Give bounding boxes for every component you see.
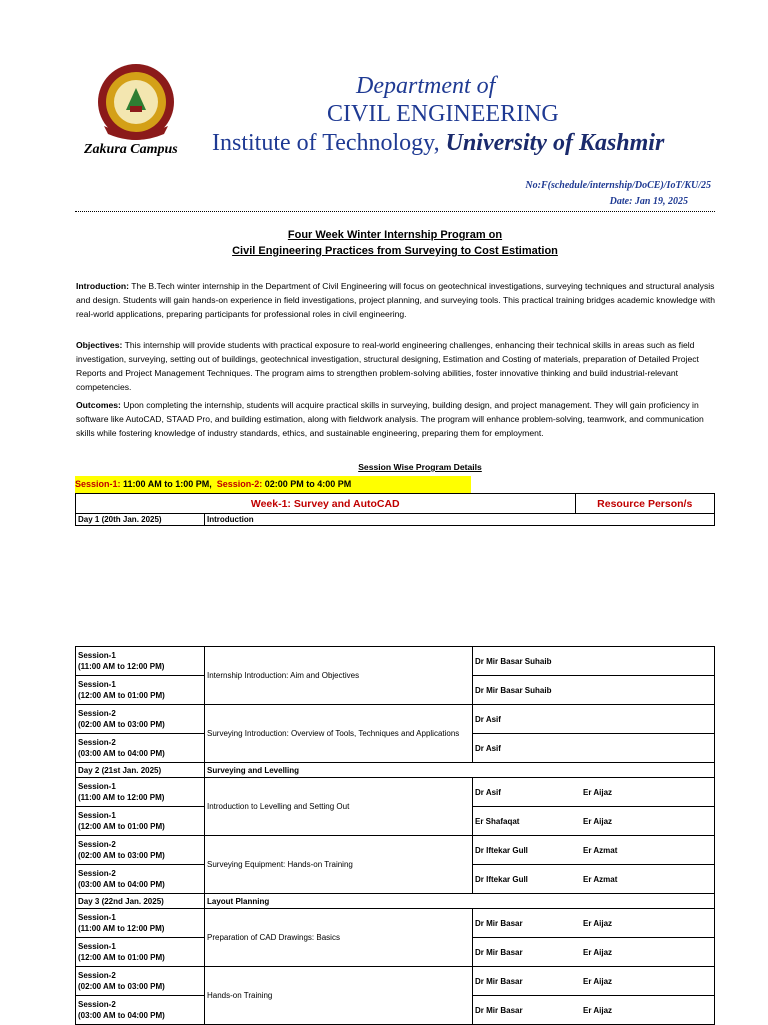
day3-label: Day 3 (22nd Jan. 2025): [76, 894, 205, 909]
table-row: [76, 909, 715, 938]
title-line-1: Four Week Winter Internship Program on: [287, 229, 503, 241]
session-cell: Session-2 (02:00 AM to 03:00 PM): [76, 705, 205, 734]
session-cell: Session-1 (12:00 AM to 01:00 PM): [76, 938, 205, 967]
session-cell: Session-2 (02:00 AM to 03:00 PM): [76, 967, 205, 996]
day-row: [76, 894, 715, 909]
table-row: [76, 778, 715, 807]
day1-label: Day 1 (20th Jan. 2025): [76, 514, 205, 526]
resource-person-header: Resource Person/s: [575, 494, 715, 514]
session-cell: Session-2 (03:00 AM to 04:00 PM): [76, 996, 205, 1025]
campus-label: Zakura Campus: [84, 142, 178, 157]
session-cell: Session-2 (03:00 AM to 04:00 PM): [76, 865, 205, 894]
table-row: [76, 836, 715, 865]
table-row: [76, 967, 715, 996]
schedule-table: [75, 646, 715, 1025]
week1-header-table: [75, 493, 715, 526]
introduction-label: Introduction:: [76, 281, 129, 291]
resource-cell: Dr Mir Basar Er Aijaz: [473, 909, 715, 938]
resource-cell: Dr Mir Basar Suhaib: [473, 647, 715, 676]
session-cell: Session-1 (12:00 AM to 01:00 PM): [76, 676, 205, 705]
session1-label: Session-1:: [75, 479, 121, 489]
outcomes-paragraph: [76, 398, 716, 440]
resource-cell: Dr Mir Basar Er Aijaz: [473, 967, 715, 996]
session-cell: Session-1 (11:00 AM to 12:00 PM): [76, 778, 205, 807]
session2-time: 02:00 PM to 4:00 PM: [262, 479, 352, 489]
schedule-heading: Session Wise Program Details: [358, 462, 482, 472]
resource-cell: Dr Iftekar Gull Er Azmat: [473, 836, 715, 865]
institute-prefix: Institute of Technology,: [212, 130, 446, 156]
objectives-paragraph: [76, 338, 716, 394]
introduction-text: The B.Tech winter internship in the Department of Civil Engineering will focus on geotechnical investigations, surveying techniques and structural analysis and design. Students will gain hands-on experience in field investigations, project planning, and surveying tools. This practical training bridges academic knowledge with real-world applications, preparing participants for professional roles in civil engineering.: [76, 281, 716, 319]
header-divider: [75, 211, 715, 212]
day-row: [76, 763, 715, 778]
resource-cell: Dr Mir Basar Er Aijaz: [473, 938, 715, 967]
institute-name: [212, 130, 664, 157]
session-times-bar: [75, 476, 471, 493]
session-cell: Session-1 (11:00 AM to 12:00 PM): [76, 647, 205, 676]
session2-label: Session-2:: [216, 479, 263, 489]
resource-cell: Dr Asif: [473, 734, 715, 763]
document-date: Date: Jan 19, 2025: [609, 196, 688, 207]
objectives-text: This internship will provide students with practical exposure to real-world engineering challenges, enhancing their technical skills in areas such as field investigation, surveying, setting out of buildings, geotechnical investigation, structural designing, Estimation and Costing of materials, preparation of Detailed Project Reports and Project Management Techniques. The program aims to strengthen problem-solving abilities, foster innovative thinking and build industrial-relevant competencies.: [76, 340, 699, 392]
reference-number: No:F(schedule/internship/DoCE)/IoT/KU/25: [525, 180, 711, 191]
session-cell: Session-1 (11:00 AM to 12:00 PM): [76, 909, 205, 938]
resource-cell: Dr Mir Basar Suhaib: [473, 676, 715, 705]
table-row: [76, 647, 715, 676]
topic-cell: Internship Introduction: Aim and Objectives: [205, 647, 473, 705]
department-name: CIVIL ENGINEERING: [327, 101, 559, 127]
week-title: Week-1: Survey and AutoCAD: [76, 494, 576, 514]
outcomes-text: Upon completing the internship, students will acquire practical skills in surveying, building design, and project management. They will gain proficiency in software like AutoCAD, STAAD Pro, and building estimation, along with fieldwork analysis. The program will enhance problem-solving, teamwork, and communication skills while fostering knowledge of industry standards, ethics, and sustainable engineering, preparing them for employment.: [76, 400, 704, 438]
resource-cell: Er Shafaqat Er Aijaz: [473, 807, 715, 836]
day3-topic: Layout Planning: [205, 894, 715, 909]
day2-topic: Surveying and Levelling: [205, 763, 715, 778]
objectives-label: Objectives:: [76, 340, 123, 350]
department-label: Department of: [356, 73, 496, 99]
university-name: University of Kashmir: [445, 130, 665, 156]
topic-cell: Preparation of CAD Drawings: Basics: [205, 909, 473, 967]
outcomes-label: Outcomes:: [76, 400, 121, 410]
resource-cell: Dr Mir Basar Er Aijaz: [473, 996, 715, 1025]
session-cell: Session-2 (03:00 AM to 04:00 PM): [76, 734, 205, 763]
session-cell: Session-2 (02:00 AM to 03:00 PM): [76, 836, 205, 865]
resource-cell: Dr Asif Er Aijaz: [473, 778, 715, 807]
topic-cell: Introduction to Levelling and Setting Out: [205, 778, 473, 836]
session1-time: 11:00 AM to 1:00 PM,: [120, 479, 212, 489]
day2-label: Day 2 (21st Jan. 2025): [76, 763, 205, 778]
topic-cell: Hands-on Training: [205, 967, 473, 1025]
topic-cell: Surveying Introduction: Overview of Tools, Techniques and Applications: [205, 705, 473, 763]
topic-cell: Surveying Equipment: Hands-on Training: [205, 836, 473, 894]
university-logo: [86, 62, 186, 142]
day1-topic: Introduction: [205, 514, 715, 526]
title-line-2: Civil Engineering Practices from Surveying to Cost Estimation: [232, 245, 558, 257]
table-row: [76, 705, 715, 734]
session-cell: Session-1 (12:00 AM to 01:00 PM): [76, 807, 205, 836]
resource-cell: Dr Asif: [473, 705, 715, 734]
resource-cell: Dr Iftekar Gull Er Azmat: [473, 865, 715, 894]
introduction-paragraph: [76, 279, 716, 321]
